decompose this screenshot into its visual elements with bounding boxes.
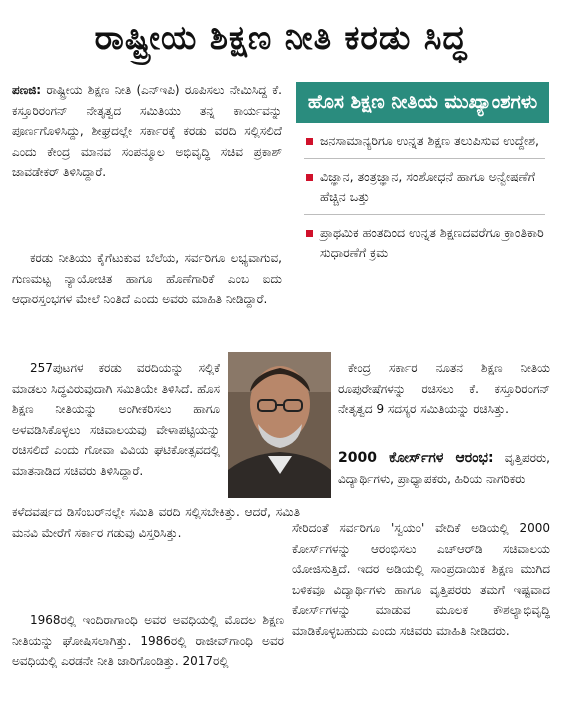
highlight-item: ಪ್ರಾಥಮಿಕ ಹಂತದಿಂದ ಉನ್ನತ ಶಿಕ್ಷಣದವರೆಗೂ ಕ್ರಾಂತಿಕಾರಿ ಸುಧಾರಣೆಗೆ ಕ್ರಮ [304,215,545,270]
paragraph-courses-intro [338,448,550,512]
highlights-list [296,123,549,270]
paragraph-intro [12,80,282,244]
headline: ರಾಷ್ಟ್ರೀಯ ಶಿಕ್ಷಣ ನೀತಿ ಕರಡು ಸಿದ್ಧ [94,18,468,57]
square-bullet-icon [306,138,313,145]
square-bullet-icon [306,174,313,181]
highlight-item: ವಿಜ್ಞಾನ, ತಂತ್ರಜ್ಞಾನ, ಸಂಶೋಧನೆ ಹಾಗೂ ಅನ್ವೇಷಣೆಗೆ ಹೆಚ್ಚಿನ ಒತ್ತು [304,159,545,215]
paragraph-intro-text: ರಾಷ್ಟ್ರೀಯ ಶಿಕ್ಷಣ ನೀತಿ (ಎನ್‌ಇಪಿ) ರೂಪಿಸಲು ನೇಮಿಸಿದ್ದ ಕೆ. ಕಸ್ತೂರಿರಂಗನ್ ನೇತೃತ್ವದ ಸಮಿತಿಯು ತನ್ನ ಕಾರ್ಯವನ್ನು ಪೂರ್ಣಗೊಳಿಸಿದ್ದು, ಶೀಘ್ರದಲ್ಲೇ ಸರ್ಕಾರಕ್ಕೆ ಕರಡು ವರದಿ ಸಲ್ಲಿಸಲಿದೆ ಎಂದು ಕೇಂದ್ರ ಮಾನವ ಸಂಪನ್ಮೂಲ ಅಭಿವೃದ್ಧಿ ಸಚಿವ ಪ್ರಕಾಶ್ ಜಾವಡೇಕರ್ ತಿಳಿಸಿದ್ದಾರೆ. [12,83,282,179]
paragraph-courses-text: ವೃತ್ತಿಪರರು, ವಿದ್ಯಾರ್ಥಿಗಳು, ಪ್ರಾಧ್ಯಾಪಕರು, ಹಿರಿಯ ನಾಗರಿಕರು [338,451,550,486]
portrait-image [228,352,331,498]
paragraph-pillars: ಕರಡು ನೀತಿಯು ಕೈಗೆಟುಕುವ ಬೆಲೆಯ, ಸರ್ವರಿಗೂ ಲಭ್ಯವಾಗುವ, ಗುಣಮಟ್ಟ ನ್ಯಾಯೋಚಿತ ಹಾಗೂ ಹೊಣೆಗಾರಿಕೆ ಎಂಬ ಐದು ಆಧಾರಸ್ತಂಭಗಳ ಮೇಲೆ ನಿಂತಿದೆ ಎಂದು ಅವರು ಮಾಹಿತಿ ನೀಡಿದ್ದಾರೆ. [12,251,282,306]
highlights-title: ಹೊಸ ಶಿಕ್ಷಣ ನೀತಿಯ ಮುಖ್ಯಾಂಶಗಳು [296,82,549,123]
minister-portrait [228,352,331,498]
paragraph-committee: ಕೇಂದ್ರ ಸರ್ಕಾರ ನೂತನ ಶಿಕ್ಷಣ ನೀತಿಯ ರೂಪುರೇಷೆಗಳನ್ನು ರಚಿಸಲು ಕೆ. ಕಸ್ತೂರಿರಂಗನ್ ನೇತೃತ್ವದ 9 ಸದಸ್ಯರ ಸಮಿತಿಯನ್ನು ರಚಿಸಿತ್ತು. [338,361,550,416]
paragraph-history: 1968ರಲ್ಲಿ ಇಂದಿರಾಗಾಂಧಿ ಅವರ ಅವಧಿಯಲ್ಲಿ ಮೊದಲ ಶಿಕ್ಷಣ ನೀತಿಯನ್ನು ಘೋಷಿಸಲಾಗಿತ್ತು. 1986ರಲ್ಲಿ ರಾಜೀವ್‌ಗಾಂಧಿ ಅವರ ಅವಧಿಯಲ್ಲಿ ಎರಡನೇ ನೀತಿ ಜಾರಿಗೊಂಡಿತ್ತು. 2017ರಲ್ಲಿ [12,613,284,668]
highlights-box [296,82,549,350]
paragraph-deadline: ಕಳೆದವರ್ಷದ ಡಿಸೆಂಬರ್‌ನಲ್ಲೇ ಸಮಿತಿ ವರದಿ ಸಲ್ಲಿಸಬೇಕಿತ್ತು. ಆದರೆ, ಸಮಿತಿ ಮನವಿ ಮೇರೆಗೆ ಸರ್ಕಾರ ಗಡುವು ವಿಸ್ತರಿಸಿತ್ತು. [12,505,300,540]
paragraph-swayam: ಸೇರಿದಂತೆ ಸರ್ವರಿಗೂ 'ಸ್ವಯಂ' ವೇದಿಕೆ ಅಡಿಯಲ್ಲಿ 2000 ಕೋರ್ಸ್‌ಗಳನ್ನು ಆರಂಭಿಸಲು ಎಚ್‌ಆರ್‌ಡಿ ಸಚಿವಾಲಯ ಯೋಜಿಸುತ್ತಿದೆ. ಇದರ ಅಡಿಯಲ್ಲಿ ಸಾಂಪ್ರದಾಯಿಕ ಶಿಕ್ಷಣ ಮುಗಿದ ಬಳಿಕವೂ ವಿದ್ಯಾರ್ಥಿಗಳು ಹಾಗೂ ವೃತ್ತಿಪರರು ತಮಗೆ ಇಷ್ಟವಾದ ಕೋರ್ಸ್‌ಗಳನ್ನು ಮಾಡುವ ಮೂಲಕ ಕೌಶಲ್ಯಾಭಿವೃದ್ಧಿ ಮಾಡಿಕೊಳ್ಳಬಹುದು ಎಂದು ಸಚಿವರು ಮಾಹಿತಿ ನೀಡಿದರು. [292,521,550,638]
dateline: ಪಣಜಿ: [12,83,42,97]
square-bullet-icon [306,230,313,237]
highlight-item: ಜನಸಾಮಾನ್ಯರಿಗೂ ಉನ್ನತ ಶಿಕ್ಷಣ ತಲುಪಿಸುವ ಉದ್ದೇಶ, [304,123,545,159]
subhead-courses: 2000 ಕೋರ್ಸ್‌ಗಳ ಆರಂಭ: [338,450,494,466]
paragraph-draft-narrow: 257ಪುಟಗಳ ಕರಡು ವರದಿಯನ್ನು ಸಲ್ಲಿಕೆ ಮಾಡಲು ಸಿದ್ಧವಿರುವುದಾಗಿ ಸಮಿತಿಯೇ ತಿಳಿಸಿದೆ. ಹೊಸ ಶಿಕ್ಷಣ ನೀತಿಯನ್ನು ಅಂಗೀಕರಿಸಲು ಹಾಗೂ ಅಳವಡಿಸಿಕೊಳ್ಳಲು ಸಚಿವಾಲಯವು ವೇಳಾಪಟ್ಟಿಯನ್ನು ರಚಿಸಲಿದೆ ಎಂದು ಗೋವಾ ವಿವಿಯ ಘಟಿಕೋತ್ಸವದಲ್ಲಿ ಮಾತನಾಡಿದ ಸಚಿವರು ತಿಳಿಸಿದ್ದಾರೆ. [12,361,220,478]
